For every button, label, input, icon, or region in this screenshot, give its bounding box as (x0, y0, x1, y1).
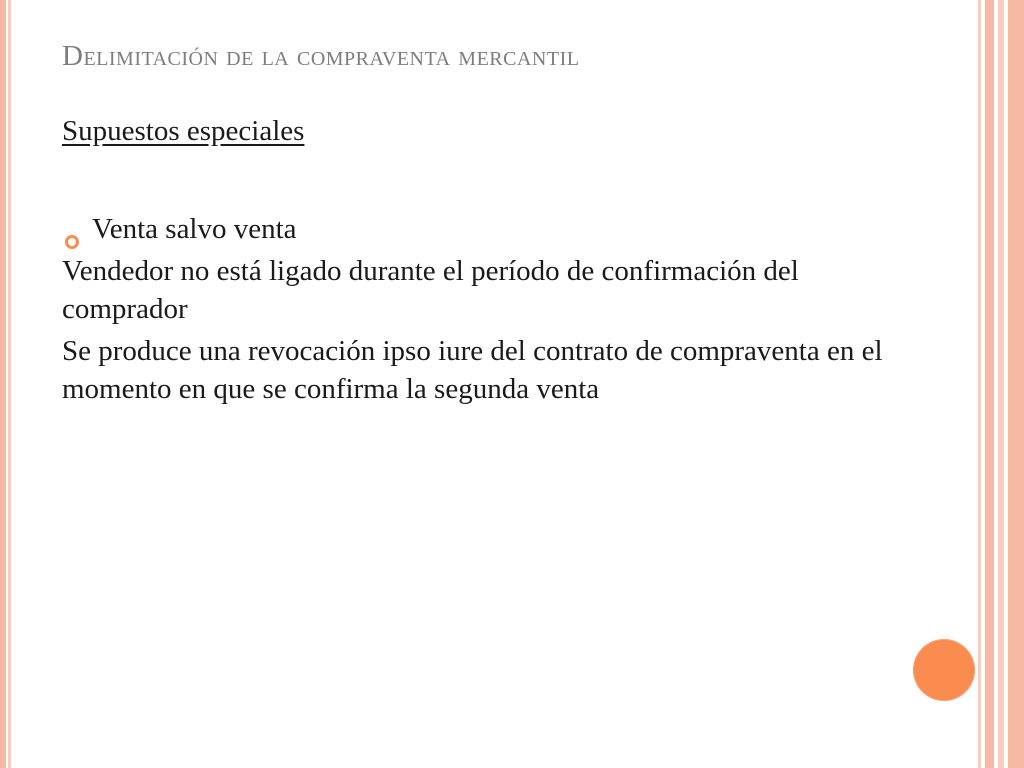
slide-content (62, 112, 912, 408)
bullet-item (62, 210, 912, 248)
slide-title: Delimitación de la compraventa mercantil (62, 40, 580, 72)
right-stripe-4 (1008, 0, 1024, 768)
section-subtitle: Supuestos especiales (62, 115, 305, 147)
right-stripe-2 (985, 0, 994, 768)
right-stripe-3 (998, 0, 1004, 768)
orange-circle-icon (913, 639, 975, 701)
paragraph-2: Se produce una revocación ipso iure del contrato de compraventa en el momento en que se confirma la segunda venta (62, 335, 883, 405)
left-stripe-outer (0, 0, 6, 768)
bullet-text: Venta salvo venta (92, 213, 297, 245)
left-stripe-inner (8, 0, 11, 768)
ring-bullet-icon (64, 222, 78, 236)
paragraph-1: Vendedor no está ligado durante el período de confirmación del comprador (62, 255, 799, 325)
right-stripe-1 (978, 0, 981, 768)
